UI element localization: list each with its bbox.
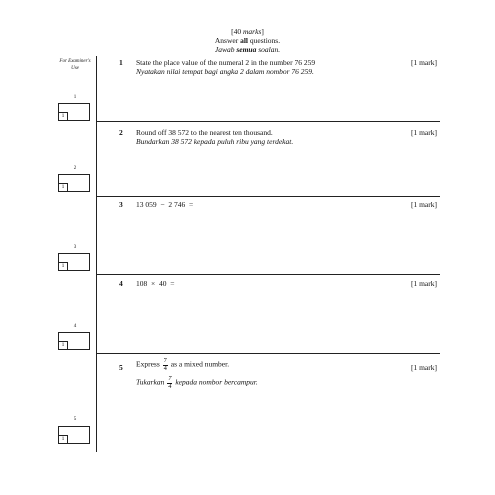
question-number: 3 [119,200,123,209]
question-number: 1 [119,58,123,67]
question-text-ms: Bundarkan 38 572 kepada puluh ribu yang terdekat. [136,137,294,146]
fraction: $\frac{7}{4}$ [163,357,167,372]
examiner-use-label: For Examiner's Use [59,59,91,71]
side-question-number: 1 [73,95,77,100]
margin-rule [96,56,97,452]
fraction: $\frac{7}{4}$ [168,375,172,390]
score-box[interactable] [58,103,90,121]
instruction-ms: Jawab semua soalan. [214,45,281,54]
question-text-ms: Nyatakan nilai tempat bagi angka 2 dalam nombor 76 259. [136,67,314,76]
instruction-en: Answer all questions. [214,36,281,45]
total-marks: [40 marks] [231,27,264,36]
score-box[interactable] [58,174,90,192]
question-text-en: Round off 38 572 to the nearest ten thousand. [136,128,273,137]
question-text-en: 13 059 − 2 746 = [136,200,194,209]
question-text-en: 108 × 40 = [136,279,175,288]
question-marks: [1 mark] [410,58,437,67]
score-box[interactable] [58,332,90,350]
question-text-en: State the place value of the numeral 2 in the number 76 259 [136,58,316,67]
side-question-number: 4 [73,324,77,329]
question-marks: [1 mark] [410,279,437,288]
score-box-max: 1 [58,183,68,192]
question-divider [96,353,440,354]
question-number: 5 [119,363,123,372]
question-divider [96,196,440,197]
score-box[interactable] [58,253,90,271]
question-divider [96,274,440,275]
question-marks: [1 mark] [410,363,437,372]
score-box-max: 1 [58,112,68,121]
score-box[interactable] [58,426,90,444]
side-question-number: 3 [73,245,77,250]
score-box-max: 1 [58,262,68,271]
score-box-max: 1 [58,341,68,350]
question-number: 4 [119,279,123,288]
score-box-max: 1 [58,435,68,444]
question-number: 2 [119,128,123,137]
side-question-number: 5 [73,417,77,422]
question-marks: [1 mark] [410,128,437,137]
question-text-en: Express $\frac{7}{4}$ as a mixed number. [136,357,230,372]
question-divider [96,121,440,122]
question-marks: [1 mark] [410,200,437,209]
question-text-ms: Tukarkan $\frac{7}{4}$ kepada nombor bercampur. [136,375,258,390]
side-question-number: 2 [73,166,77,171]
